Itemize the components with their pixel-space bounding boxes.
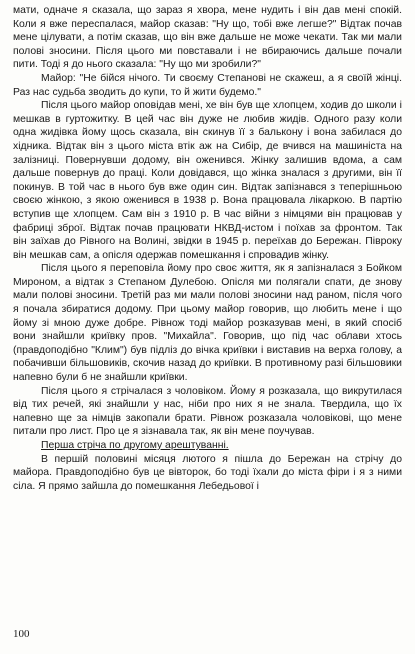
section-heading-text: Перша стріча по другому арештуванні. [41,440,229,451]
paragraph-5: Після цього я стрічалася з чоловіком. Йому я розказала, що викрутилася від тих речей, які знайшли у нас, ніби про них я не знала. Твердила, що їх напевно ще за німців закопали брати. Рівнож розказала чоловікові, що мене питали про лист. Про це я зізнавала так, як він мене поучував. [13,385,402,438]
paragraph-4: Після цього я переповіла йому про своє життя, як я запізналася з Бойком Мироном, а відтак з Степаном Дулебою. Опісля ми полягали спати, де знову мали полові зносини. Третій раз ми мали полові зносини над раном, після чого я почала збиратися додому. При цьому майор говорив, що любить мене і що йому зі мною дуже добре. Рівнож тоді майор розказував мені, в який спосіб вони знайшли криївку пров. "Михайла". Говорив, що під час облави хтось (правдоподібно "Клим") був підліз до вічка криївки і виставив на верха голову, а побачивши більшовиків, скочив назад до криївки. В противному разі більшовики напевно були б не знайшли криївки. [13,263,402,384]
paragraph-6: В першій половині місяця лютого я пішла до Бережан на стрічу до майора. Правдоподібно був це вівторок, бо тоді їхали до міста фіри і я з ними сіла. Я прямо зайшла до помешкання Лебедьової і [13,453,402,492]
paragraph-3: Після цього майор оповідав мені, хе він був ще хлопцем, ходив до школи і мешкав в гуртожитку. В цей час він дуже не любив жидів. Одного разу коли одна жидівка йому щось сказала, він скинув її з бальконy і вона забилася до хідника. Відтак він з цього міста втік аж на Сибір, де вчився на машиніста на залізниці. Повернувши додому, він оженився. Жінку залишив вдома, а сам дальше повернув до праці. Коли довідався, що жінка зналася з другими, він її покинув. В той час в нього був вже один син. Відтак запізнався з теперішньою своєю жінкою, з якою оженився в 1938 р. Вона працювала лікаркою. В партію вступив ще хлопцем. Сам він з 1910 р. В час війни з німцями він працював у фабриці зброї. Відтак почав працювати НКВД-истом і поїхав за фронтом. Так він заїхав до Рівного на Волині, звідки в 1945 р. переїхав до Бережан. Півроку він мешкав сам, а опісля одержав помешкання і спровадив жінку. [13,100,402,261]
page-number: 100 [13,628,30,640]
paragraph-2: Майор: "Не бійся нічого. Ти своєму Степанові не скажеш, а я своїй жінці. Раз нас судьба зводить до купи, то й жити будемо." [13,72,402,98]
body-text [13,4,402,493]
paragraph-1: мати, одначе я сказала, що зараз я хвора, мене нудить і він дав мені спокій. Коли я вже переспалася, майор сказав: "Ну що, тобі вже легше?" Відтак почав мене цілувати, а потім сказав, що він вже дальше не може чекати. Так ми мали полові зносини. Після цього ми повставали і не вбираючись дальше почали пити. Тоді я до нього сказала: "Ну що ми зробили?" [13,5,402,71]
section-heading [13,439,402,453]
